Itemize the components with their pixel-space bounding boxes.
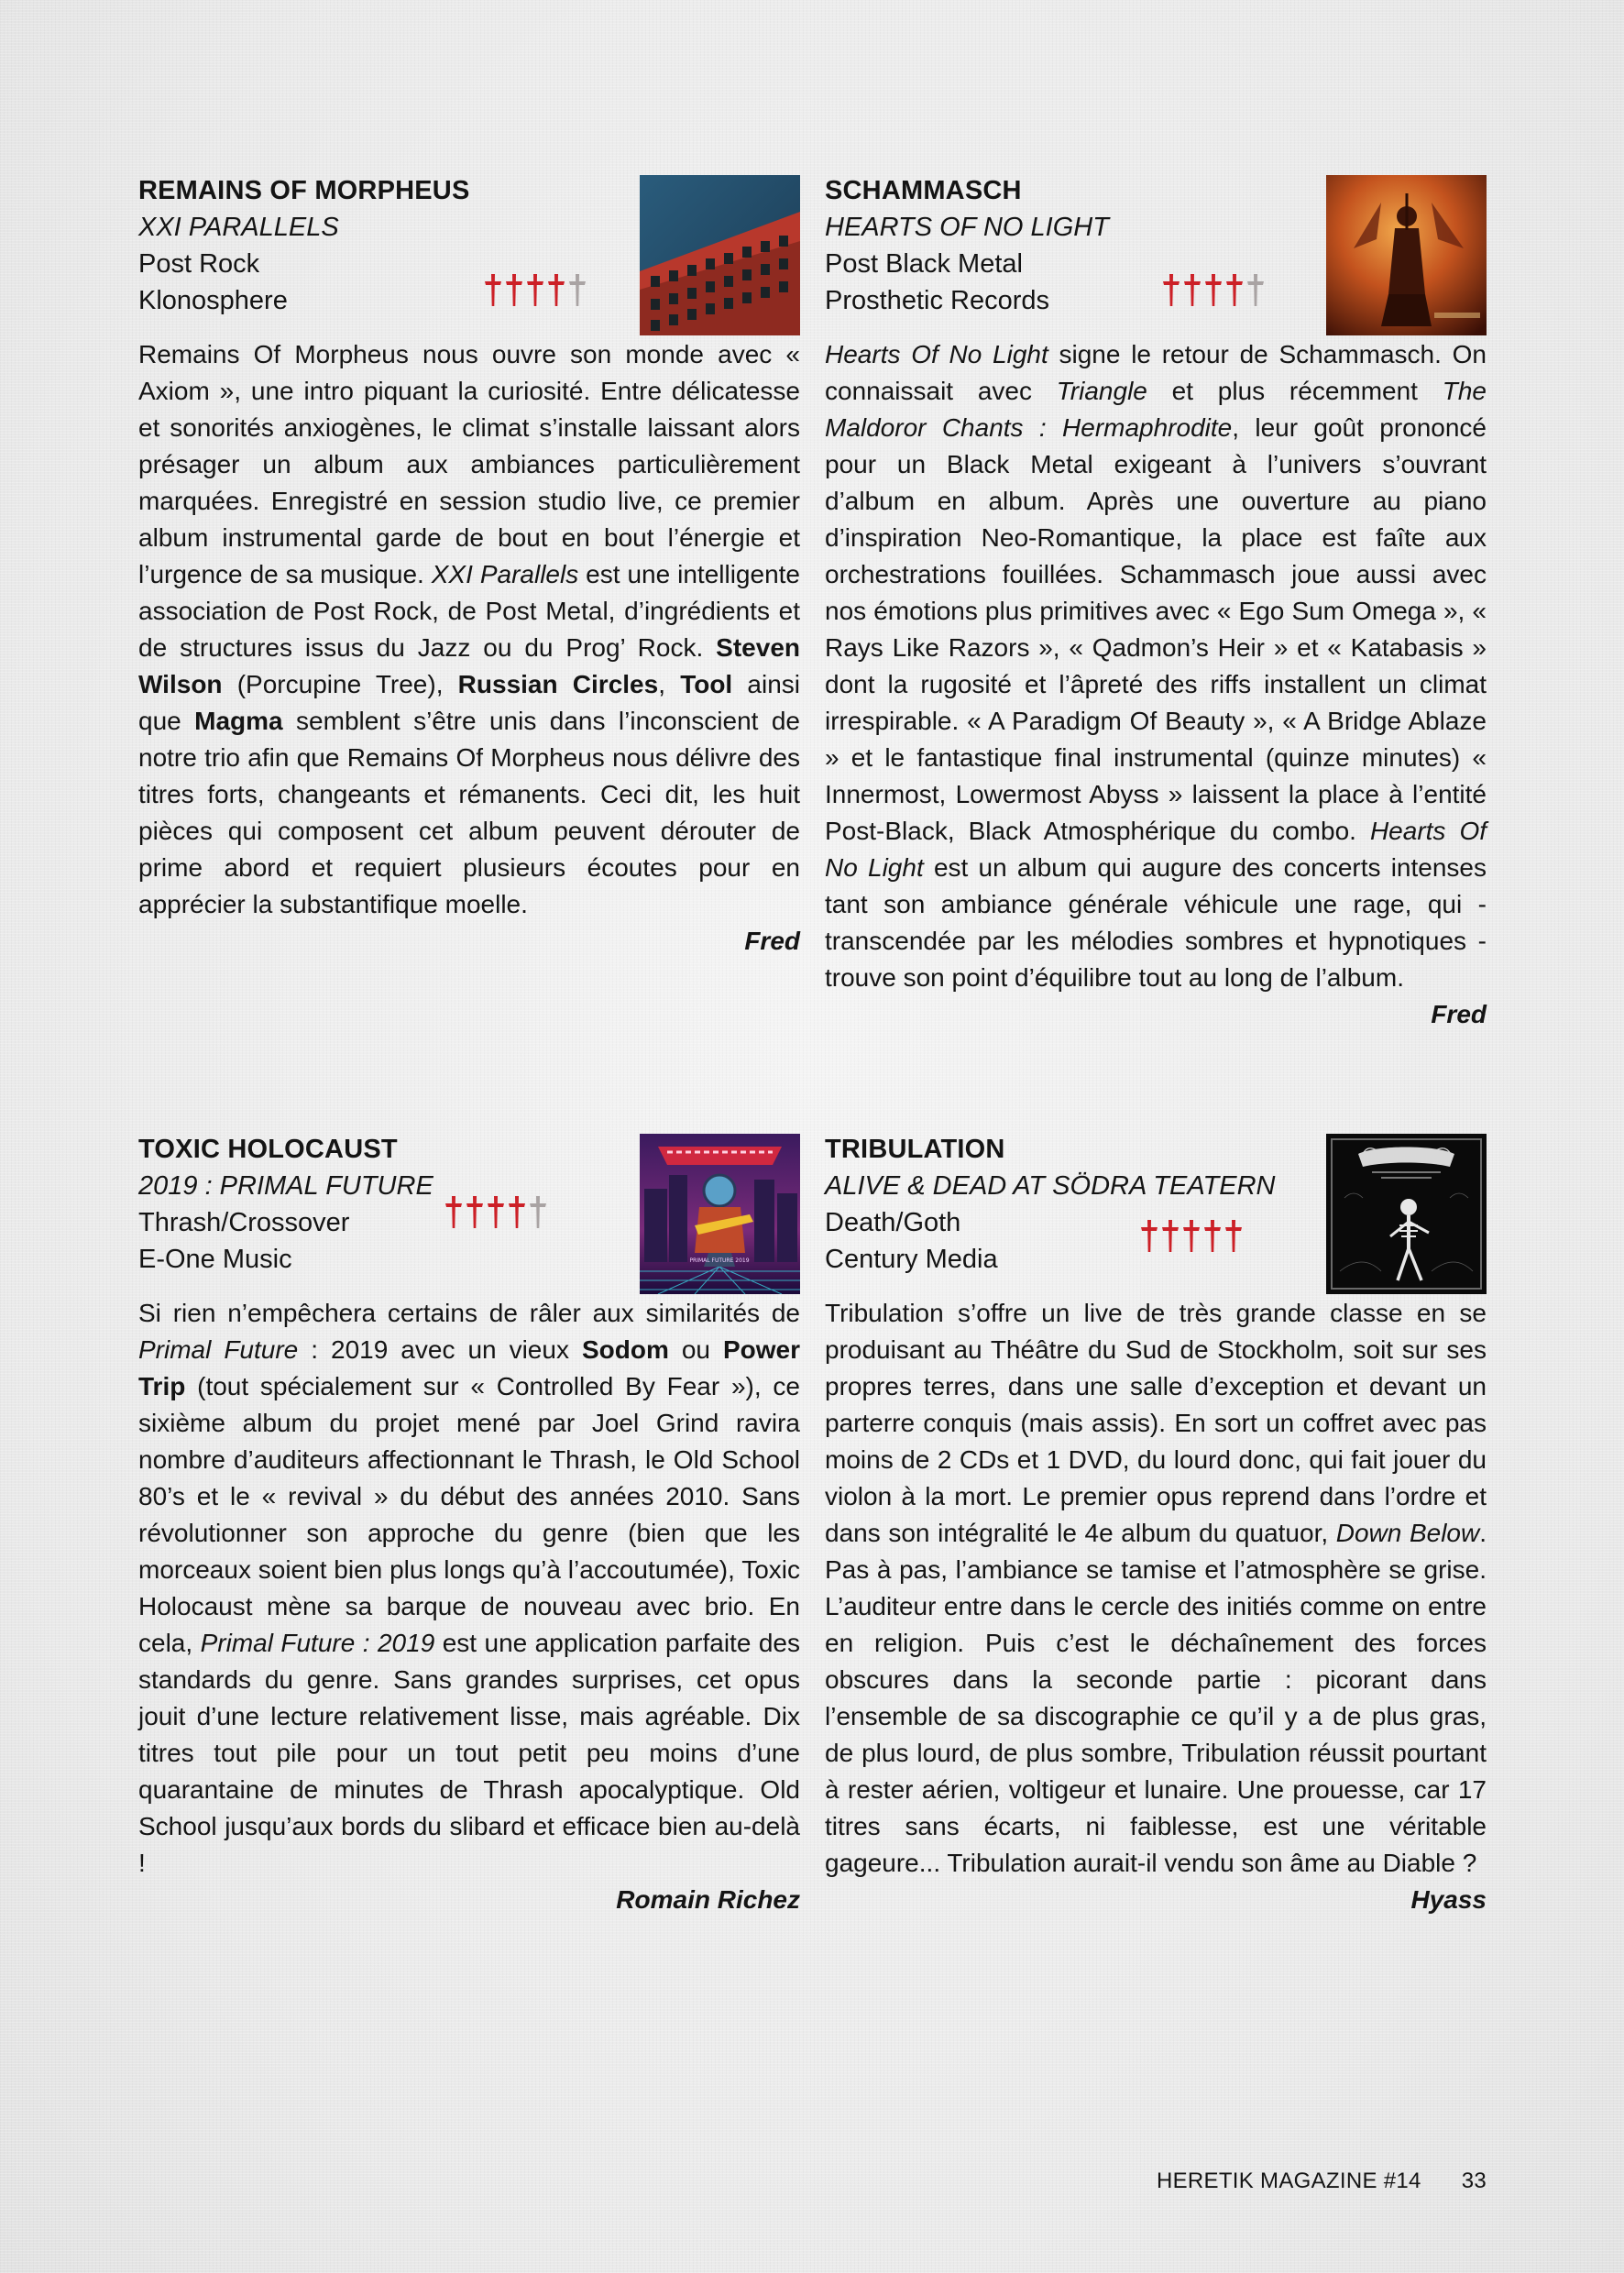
- review-meta: [138, 1131, 433, 1278]
- record-label: Klonosphere: [138, 286, 288, 315]
- rating-cross-empty-icon: [568, 271, 587, 308]
- rating-cross-empty-icon: [529, 1193, 547, 1230]
- rating: [1140, 1217, 1243, 1254]
- cover-title-text: PRIMAL FUTURE 2019: [689, 1257, 750, 1264]
- rating: [484, 271, 587, 308]
- rating-cross-filled-icon: [487, 1193, 505, 1230]
- review-author: Romain Richez: [616, 1885, 800, 1914]
- band-name: REMAINS OF MORPHEUS: [138, 176, 470, 205]
- record-label: Century Media: [825, 1245, 998, 1274]
- album-cover: [640, 175, 800, 335]
- magazine-title: HERETIK MAGAZINE #14: [1156, 2169, 1421, 2193]
- rating-cross-empty-icon: [1246, 271, 1265, 308]
- page-number: 33: [1461, 2169, 1487, 2193]
- review-text: Remains Of Morpheus nous ouvre son monde avec « Axiom », une intro piquant la curiosité. Entre délicatesse et sonorités anxiogènes, le climat s’installe laissant alors présager un album aux ambiances particulièrement marquées. Enregistré en session studio live, ce premier album instrumental garde de bout en bout l’énergie et l’urgence de sa musique. XXI Parallels est une intelligente association de Post Rock, de Post Metal, d’ingrédients et de structures issus du Jazz ou du Prog’ Rock. Steven Wilson (Porcupine Tree), Russian Circles, Tool ainsi que Magma semblent s’être unis dans l’inconscient de notre trio afin que Remains Of Morpheus nous délivre des titres forts, changeants et rémanents. Ceci dit, les huit pièces qui composent cet album peuvent dérouter de prime abord et requiert plusieurs écoutes pour en apprécier la substantifique moelle.: [138, 340, 801, 918]
- review-header: [825, 172, 1487, 325]
- album-title: ALIVE & DEAD AT SÖDRA TEATERN: [825, 1171, 1276, 1201]
- review-meta: [825, 172, 1109, 319]
- genre: Death/Goth: [825, 1208, 961, 1237]
- album-cover: [1326, 175, 1487, 335]
- rating-cross-filled-icon: [1162, 271, 1180, 308]
- rating-cross-filled-icon: [1224, 1217, 1243, 1254]
- record-label: Prosthetic Records: [825, 286, 1049, 315]
- rating-cross-filled-icon: [1203, 1217, 1222, 1254]
- rating-cross-filled-icon: [505, 271, 523, 308]
- band-name: TRIBULATION: [825, 1135, 1005, 1164]
- rating-cross-filled-icon: [444, 1193, 463, 1230]
- rating-cross-filled-icon: [526, 271, 544, 308]
- rating-cross-filled-icon: [484, 271, 502, 308]
- rating: [444, 1193, 547, 1230]
- review-meta: [138, 172, 470, 319]
- page-footer: [1008, 2169, 1487, 2194]
- review-text: Hearts Of No Light signe le retour de Schammasch. On connaissait avec Triangle et plus récemment The Maldoror Chants : Hermaphrodite, leur goût prononcé pour un Black Metal exigeant à l’univers s’ouvrant d’album en album. Après une ouverture au piano d’inspiration Neo-Romantique, la place est faîte aux orchestrations fouillées. Schammasch joue aussi avec nos émotions plus primitives avec « Ego Sum Omega », « Rays Like Razors », « Qadmon’s Heir » et « Katabasis » dont la rugosité et l’âpreté des riffs installent un climat irrespirable. « A Paradigm Of Beauty », « A Bridge Ablaze » et le fantastique final instrumental (quinze minutes) « Innermost, Lowermost Abyss » laissent la place à l’entité Post-Black, Black Atmosphérique du combo. Hearts Of No Light est un album qui augure des concerts intenses tant son ambiance générale véhicule une rage, qui - transcendée par les mélodies sombres et hypnotiques - trouve son point d’équilibre tout au long de l’album.: [825, 340, 1487, 992]
- rating-cross-filled-icon: [1182, 1217, 1201, 1254]
- rating-cross-filled-icon: [508, 1193, 526, 1230]
- genre: Post Black Metal: [825, 249, 1023, 279]
- review-text: Si rien n’empêchera certains de râler aux similarités de Primal Future : 2019 avec un vieux Sodom ou Power Trip (tout spécialement sur « Controlled By Fear »), ce sixième album du projet mené par Joel Grind ravira nombre d’auditeurs affectionnant le Thrash, le Old School 80’s et le « revival » du début des années 2010. Sans révolutionner son approche du genre (bien que les morceaux soient bien plus longs qu’à l’accoutumée), Toxic Holocaust mène sa barque de nouveau avec brio. En cela, Primal Future : 2019 est une application parfaite des standards du genre. Sans grandes surprises, cet opus jouit d’une lecture relativement lisse, mais agréable. Dix titres tout pile pour un tout petit peu moins d’une quarantaine de minutes de Thrash apocalyptique. Old School jusqu’aux bords du slibard et efficace bien au-delà !: [138, 1299, 801, 1877]
- review-author: Hyass: [1410, 1885, 1487, 1914]
- rating-cross-filled-icon: [1204, 271, 1223, 308]
- review-author: Fred: [1431, 1000, 1487, 1028]
- rating-cross-filled-icon: [1183, 271, 1202, 308]
- review-toxic-holocaust: [138, 1131, 800, 1918]
- band-name: TOXIC HOLOCAUST: [138, 1135, 398, 1164]
- review-schammasch: [825, 172, 1487, 1033]
- album-title: HEARTS OF NO LIGHT: [825, 213, 1109, 242]
- album-cover: [640, 1134, 800, 1294]
- review-header: [138, 172, 800, 325]
- review-header: [825, 1131, 1487, 1284]
- rating-cross-filled-icon: [466, 1193, 484, 1230]
- review-text: Tribulation s’offre un live de très grande classe en se produisant au Théâtre du Sud de Stockholm, soit sur ses propres terres, dans une salle d’exception et devant un parterre conquis (mais assis). En sort un coffret avec pas moins de 2 CDs et 1 DVD, du lourd donc, qui fait jouer du violon à la mort. Le premier opus reprend dans l’ordre et dans son intégralité le 4e album du quatuor, Down Below. Pas à pas, l’ambiance se tamise et l’atmosphère se grise. L’auditeur entre dans le cercle des initiés comme on entre en religion. Puis c’est le déchaînement des forces obscures dans la seconde partie : picorant dans l’ensemble de sa discographie ce qu’il y a de plus gras, de plus lourd, de plus sombre, Tribulation réussit pourtant à rester aérien, voltigeur et lunaire. Une prouesse, car 17 titres sans écarts, ni faiblesse, est une véritable gageure... Tribulation aurait-il vendu son âme au Diable ?: [825, 1299, 1487, 1877]
- band-name: SCHAMMASCH: [825, 176, 1022, 205]
- review-meta: [825, 1131, 1276, 1278]
- rating-cross-filled-icon: [1140, 1217, 1158, 1254]
- review-tribulation: [825, 1131, 1487, 1918]
- rating-cross-filled-icon: [1225, 271, 1244, 308]
- review-author: Fred: [744, 927, 800, 955]
- review-remains-of-morpheus: [138, 172, 800, 960]
- rating-cross-filled-icon: [1161, 1217, 1180, 1254]
- rating-cross-filled-icon: [547, 271, 565, 308]
- genre: Thrash/Crossover: [138, 1208, 350, 1237]
- album-cover: [1326, 1134, 1487, 1294]
- review-header: [138, 1131, 800, 1284]
- rating: [1162, 271, 1265, 308]
- genre: Post Rock: [138, 249, 260, 279]
- record-label: E-One Music: [138, 1245, 292, 1274]
- album-title: 2019 : PRIMAL FUTURE: [138, 1171, 433, 1201]
- album-title: XXI PARALLELS: [138, 213, 339, 242]
